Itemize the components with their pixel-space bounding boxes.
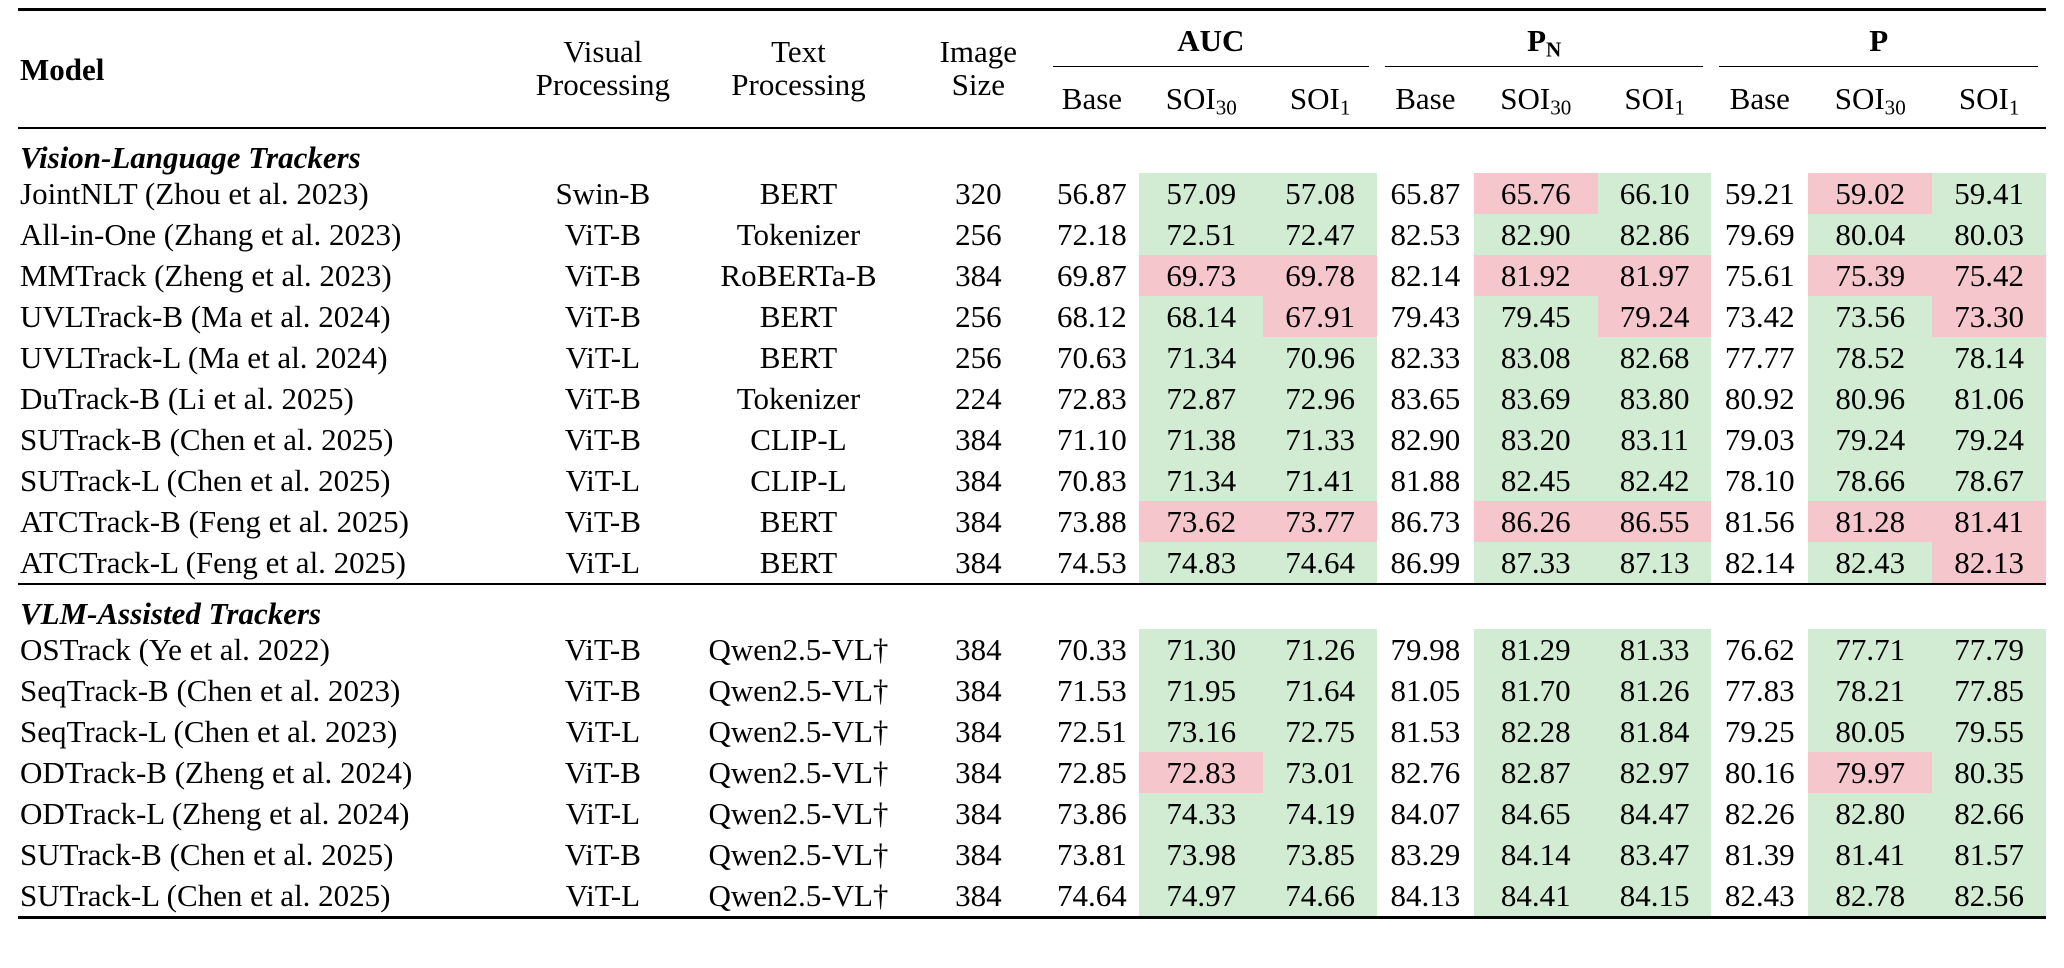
table-row bbox=[18, 214, 2046, 255]
size-cell: 384 bbox=[955, 258, 1002, 293]
table-row bbox=[18, 419, 2046, 460]
text-header-line2: Processing bbox=[731, 67, 866, 102]
text-cell: RoBERTa-B bbox=[720, 258, 877, 293]
visual-header-line1: Visual bbox=[563, 34, 643, 70]
value-cell-p-soi30: 80.05 bbox=[1808, 711, 1932, 752]
image-header-line1: Image bbox=[939, 34, 1018, 70]
pn-cmidrule bbox=[1385, 66, 1703, 67]
text-cell: BERT bbox=[759, 545, 838, 580]
image-size-header bbox=[912, 10, 1045, 129]
subcol-subscript: 1 bbox=[1674, 94, 1685, 119]
text-cell: Qwen2.5-VL† bbox=[708, 837, 889, 872]
value-cell-p-soi30: 79.97 bbox=[1808, 752, 1932, 793]
subcol-subscript: 1 bbox=[2008, 94, 2020, 119]
visual-cell: ViT-B bbox=[564, 299, 641, 334]
subcol-label: SOI bbox=[1834, 80, 1885, 116]
text-cell: Qwen2.5-VL† bbox=[708, 796, 889, 831]
value-cell-pn-soi30: 83.20 bbox=[1474, 419, 1598, 460]
visual-cell: ViT-B bbox=[564, 673, 641, 708]
model-cell: ODTrack-B (Zheng et al. 2024) bbox=[20, 755, 413, 790]
value-cell-auc-soi30: 68.14 bbox=[1139, 296, 1263, 337]
p-group-header bbox=[1711, 10, 2046, 70]
value-cell-auc-soi30: 72.87 bbox=[1139, 378, 1263, 419]
model-cell: JointNLT (Zhou et al. 2023) bbox=[20, 176, 369, 211]
value-cell-pn-base: 82.90 bbox=[1390, 422, 1461, 457]
value-cell-auc-soi30: 73.16 bbox=[1139, 711, 1263, 752]
visual-cell: Swin-B bbox=[555, 176, 651, 211]
auc-label: AUC bbox=[1177, 22, 1245, 58]
value-cell-auc-soi30: 57.09 bbox=[1139, 173, 1263, 214]
value-cell-auc-soi30: 74.33 bbox=[1139, 793, 1263, 834]
value-cell-auc-base: 73.81 bbox=[1057, 837, 1127, 872]
value-cell-pn-soi30: 83.69 bbox=[1474, 378, 1598, 419]
model-cell: UVLTrack-B (Ma et al. 2024) bbox=[20, 299, 391, 334]
value-cell-auc-soi30: 71.95 bbox=[1139, 670, 1263, 711]
value-cell-p-soi1: 78.14 bbox=[1932, 337, 2046, 378]
value-cell-auc-base: 70.33 bbox=[1057, 632, 1127, 667]
value-cell-p-soi1: 81.57 bbox=[1932, 834, 2046, 875]
table-row bbox=[18, 378, 2046, 419]
value-cell-pn-soi1: 83.11 bbox=[1598, 419, 1712, 460]
model-column-header: Model bbox=[20, 51, 105, 87]
visual-header-line2: Processing bbox=[535, 67, 670, 102]
table-row bbox=[18, 460, 2046, 501]
text-cell: BERT bbox=[759, 299, 838, 334]
model-cell: ATCTrack-B (Feng et al. 2025) bbox=[20, 504, 409, 539]
value-cell-pn-soi30: 81.70 bbox=[1474, 670, 1598, 711]
value-cell-pn-base: 82.14 bbox=[1390, 258, 1461, 293]
table-row bbox=[18, 173, 2046, 214]
value-cell-pn-soi30: 83.08 bbox=[1474, 337, 1598, 378]
value-cell-pn-base: 86.99 bbox=[1390, 545, 1461, 580]
size-cell: 384 bbox=[955, 755, 1002, 790]
value-cell-pn-base: 81.88 bbox=[1390, 463, 1461, 498]
value-cell-auc-soi30: 74.83 bbox=[1139, 542, 1263, 584]
subcol-subscript: 30 bbox=[1884, 94, 1906, 119]
value-cell-p-base: 77.77 bbox=[1724, 340, 1795, 375]
value-cell-pn-soi1: 81.33 bbox=[1598, 629, 1712, 670]
value-cell-p-base: 81.56 bbox=[1724, 504, 1795, 539]
visual-cell: ViT-B bbox=[564, 632, 641, 667]
value-cell-p-soi30: 73.56 bbox=[1808, 296, 1932, 337]
pn-subcol-soi1 bbox=[1598, 69, 1712, 128]
table-row bbox=[18, 501, 2046, 542]
text-header-line1: Text bbox=[771, 34, 826, 70]
value-cell-auc-soi1: 72.47 bbox=[1263, 214, 1377, 255]
value-cell-pn-soi30: 81.29 bbox=[1474, 629, 1598, 670]
value-cell-pn-base: 82.53 bbox=[1390, 217, 1461, 252]
value-cell-pn-soi30: 87.33 bbox=[1474, 542, 1598, 584]
visual-cell: ViT-B bbox=[564, 217, 641, 252]
auc-group-header bbox=[1045, 10, 1377, 70]
text-cell: Qwen2.5-VL† bbox=[708, 755, 889, 790]
value-cell-p-soi30: 78.52 bbox=[1808, 337, 1932, 378]
visual-cell: ViT-L bbox=[565, 545, 641, 580]
value-cell-pn-base: 81.05 bbox=[1390, 673, 1461, 708]
p-label: P bbox=[1869, 22, 1889, 58]
value-cell-auc-base: 71.53 bbox=[1057, 673, 1127, 708]
text-cell: BERT bbox=[759, 176, 838, 211]
value-cell-p-soi30: 80.04 bbox=[1808, 214, 1932, 255]
value-cell-p-soi1: 82.56 bbox=[1932, 875, 2046, 918]
value-cell-p-soi30: 75.39 bbox=[1808, 255, 1932, 296]
value-cell-p-soi1: 81.41 bbox=[1932, 501, 2046, 542]
value-cell-auc-soi1: 57.08 bbox=[1263, 173, 1377, 214]
visual-cell: ViT-B bbox=[564, 504, 641, 539]
subcol-label: Base bbox=[1061, 80, 1123, 116]
value-cell-pn-soi30: 65.76 bbox=[1474, 173, 1598, 214]
visual-cell: ViT-L bbox=[565, 796, 641, 831]
visual-processing-header bbox=[521, 10, 685, 129]
value-cell-pn-soi30: 82.45 bbox=[1474, 460, 1598, 501]
text-processing-header bbox=[685, 10, 912, 129]
model-cell: All-in-One (Zhang et al. 2023) bbox=[20, 217, 402, 252]
value-cell-p-soi1: 82.13 bbox=[1932, 542, 2046, 584]
text-cell: BERT bbox=[759, 340, 838, 375]
value-cell-pn-soi1: 82.42 bbox=[1598, 460, 1712, 501]
value-cell-p-soi1: 59.41 bbox=[1932, 173, 2046, 214]
subcol-label: SOI bbox=[1289, 80, 1340, 116]
visual-cell: ViT-L bbox=[565, 714, 641, 749]
value-cell-p-soi1: 77.79 bbox=[1932, 629, 2046, 670]
value-cell-p-soi1: 77.85 bbox=[1932, 670, 2046, 711]
value-cell-pn-soi30: 82.28 bbox=[1474, 711, 1598, 752]
pn-group-header bbox=[1377, 10, 1711, 70]
model-cell: OSTrack (Ye et al. 2022) bbox=[20, 632, 330, 667]
model-cell: ODTrack-L (Zheng et al. 2024) bbox=[20, 796, 410, 831]
subcol-subscript: 30 bbox=[1550, 94, 1572, 119]
size-cell: 384 bbox=[955, 837, 1002, 872]
value-cell-p-base: 73.42 bbox=[1724, 299, 1795, 334]
size-cell: 384 bbox=[955, 504, 1002, 539]
section-title: VLM-Assisted Trackers bbox=[18, 584, 2046, 629]
visual-cell: ViT-B bbox=[564, 422, 641, 457]
pn-sub: N bbox=[1546, 36, 1562, 61]
value-cell-pn-soi1: 87.13 bbox=[1598, 542, 1712, 584]
results-table bbox=[18, 8, 2046, 919]
value-cell-pn-soi1: 84.47 bbox=[1598, 793, 1712, 834]
size-cell: 320 bbox=[955, 176, 1002, 211]
p-subcol-soi30 bbox=[1808, 69, 1932, 128]
size-cell: 384 bbox=[955, 714, 1002, 749]
value-cell-p-base: 79.03 bbox=[1724, 422, 1795, 457]
auc-subcol-soi1 bbox=[1263, 69, 1377, 128]
table-row bbox=[18, 834, 2046, 875]
value-cell-pn-soi1: 82.68 bbox=[1598, 337, 1712, 378]
value-cell-auc-soi1: 74.19 bbox=[1263, 793, 1377, 834]
subcol-label: SOI bbox=[1165, 80, 1216, 116]
table-row bbox=[18, 629, 2046, 670]
value-cell-p-soi30: 59.02 bbox=[1808, 173, 1932, 214]
value-cell-auc-soi1: 73.85 bbox=[1263, 834, 1377, 875]
text-cell: BERT bbox=[759, 504, 838, 539]
subcol-label: SOI bbox=[1624, 80, 1675, 116]
value-cell-p-soi30: 82.80 bbox=[1808, 793, 1932, 834]
value-cell-p-base: 79.69 bbox=[1724, 217, 1795, 252]
value-cell-pn-soi30: 84.14 bbox=[1474, 834, 1598, 875]
value-cell-auc-soi1: 71.26 bbox=[1263, 629, 1377, 670]
p-subcol-soi1 bbox=[1932, 69, 2046, 128]
value-cell-auc-soi1: 71.41 bbox=[1263, 460, 1377, 501]
value-cell-pn-soi1: 81.26 bbox=[1598, 670, 1712, 711]
value-cell-auc-soi1: 74.64 bbox=[1263, 542, 1377, 584]
value-cell-auc-soi30: 72.83 bbox=[1139, 752, 1263, 793]
model-cell: SUTrack-B (Chen et al. 2025) bbox=[20, 422, 394, 457]
value-cell-p-base: 79.25 bbox=[1724, 714, 1795, 749]
value-cell-pn-base: 86.73 bbox=[1390, 504, 1461, 539]
value-cell-pn-soi1: 83.80 bbox=[1598, 378, 1712, 419]
value-cell-p-soi1: 78.67 bbox=[1932, 460, 2046, 501]
value-cell-p-soi30: 81.41 bbox=[1808, 834, 1932, 875]
value-cell-pn-soi30: 84.65 bbox=[1474, 793, 1598, 834]
text-cell: Tokenizer bbox=[736, 381, 861, 416]
value-cell-auc-soi1: 67.91 bbox=[1263, 296, 1377, 337]
value-cell-auc-soi30: 71.34 bbox=[1139, 460, 1263, 501]
pn-subcol-soi30 bbox=[1474, 69, 1598, 128]
value-cell-pn-soi1: 81.84 bbox=[1598, 711, 1712, 752]
value-cell-pn-soi30: 84.41 bbox=[1474, 875, 1598, 918]
visual-cell: ViT-B bbox=[564, 755, 641, 790]
value-cell-auc-soi30: 73.62 bbox=[1139, 501, 1263, 542]
value-cell-auc-soi1: 71.64 bbox=[1263, 670, 1377, 711]
value-cell-pn-soi1: 86.55 bbox=[1598, 501, 1712, 542]
value-cell-auc-soi1: 74.66 bbox=[1263, 875, 1377, 918]
text-cell: Tokenizer bbox=[736, 217, 861, 252]
size-cell: 256 bbox=[955, 217, 1002, 252]
value-cell-auc-soi1: 73.77 bbox=[1263, 501, 1377, 542]
value-cell-pn-base: 84.07 bbox=[1390, 796, 1461, 831]
table-row bbox=[18, 793, 2046, 834]
value-cell-auc-base: 68.12 bbox=[1057, 299, 1127, 334]
model-cell: MMTrack (Zheng et al. 2023) bbox=[20, 258, 392, 293]
value-cell-pn-soi1: 79.24 bbox=[1598, 296, 1712, 337]
section-header-row bbox=[18, 584, 2046, 629]
value-cell-auc-soi30: 71.30 bbox=[1139, 629, 1263, 670]
value-cell-auc-soi30: 69.73 bbox=[1139, 255, 1263, 296]
value-cell-pn-soi1: 84.15 bbox=[1598, 875, 1712, 918]
value-cell-p-base: 82.14 bbox=[1724, 545, 1795, 580]
size-cell: 384 bbox=[955, 673, 1002, 708]
value-cell-pn-base: 65.87 bbox=[1390, 176, 1461, 211]
header-row-top bbox=[18, 10, 2046, 70]
value-cell-p-base: 82.26 bbox=[1724, 796, 1795, 831]
size-cell: 384 bbox=[955, 632, 1002, 667]
visual-cell: ViT-B bbox=[564, 381, 641, 416]
value-cell-p-soi30: 82.78 bbox=[1808, 875, 1932, 918]
value-cell-auc-base: 74.53 bbox=[1057, 545, 1127, 580]
text-cell: Qwen2.5-VL† bbox=[685, 875, 912, 918]
value-cell-p-soi1: 73.30 bbox=[1932, 296, 2046, 337]
value-cell-pn-soi1: 82.86 bbox=[1598, 214, 1712, 255]
value-cell-auc-soi30: 73.98 bbox=[1139, 834, 1263, 875]
value-cell-auc-soi1: 73.01 bbox=[1263, 752, 1377, 793]
value-cell-pn-base: 81.53 bbox=[1390, 714, 1461, 749]
value-cell-auc-base: 71.10 bbox=[1057, 422, 1127, 457]
text-cell: CLIP-L bbox=[750, 422, 847, 457]
subcol-subscript: 30 bbox=[1215, 94, 1237, 119]
value-cell-p-soi30: 82.43 bbox=[1808, 542, 1932, 584]
value-cell-pn-base: 82.33 bbox=[1390, 340, 1461, 375]
value-cell-auc-soi1: 69.78 bbox=[1263, 255, 1377, 296]
table-row bbox=[18, 542, 2046, 584]
table-row bbox=[18, 875, 2046, 918]
value-cell-p-base: 75.61 bbox=[1724, 258, 1795, 293]
value-cell-pn-soi30: 86.26 bbox=[1474, 501, 1598, 542]
value-cell-p-base: 81.39 bbox=[1724, 837, 1795, 872]
value-cell-p-soi1: 80.35 bbox=[1932, 752, 2046, 793]
value-cell-pn-base: 83.29 bbox=[1390, 837, 1461, 872]
text-cell: Qwen2.5-VL† bbox=[708, 673, 889, 708]
value-cell-p-soi30: 78.66 bbox=[1808, 460, 1932, 501]
value-cell-p-soi1: 82.66 bbox=[1932, 793, 2046, 834]
value-cell-p-soi30: 78.21 bbox=[1808, 670, 1932, 711]
value-cell-p-base: 78.10 bbox=[1724, 463, 1795, 498]
model-cell: UVLTrack-L (Ma et al. 2024) bbox=[20, 340, 388, 375]
value-cell-auc-base: 72.51 bbox=[1057, 714, 1127, 749]
value-cell-auc-base: 74.64 bbox=[1045, 875, 1140, 918]
value-cell-pn-base: 82.76 bbox=[1390, 755, 1461, 790]
size-cell: 256 bbox=[955, 340, 1002, 375]
value-cell-pn-soi1: 83.47 bbox=[1598, 834, 1712, 875]
value-cell-pn-base: 84.13 bbox=[1377, 875, 1474, 918]
text-cell: CLIP-L bbox=[750, 463, 847, 498]
visual-cell: ViT-B bbox=[564, 837, 641, 872]
visual-cell: ViT-L bbox=[565, 463, 641, 498]
value-cell-pn-base: 79.98 bbox=[1390, 632, 1461, 667]
value-cell-pn-soi30: 82.87 bbox=[1474, 752, 1598, 793]
model-cell: SeqTrack-L (Chen et al. 2023) bbox=[20, 714, 398, 749]
value-cell-p-base: 80.92 bbox=[1724, 381, 1795, 416]
model-cell: SUTrack-L (Chen et al. 2025) bbox=[20, 463, 391, 498]
auc-subcol-soi30 bbox=[1139, 69, 1263, 128]
value-cell-auc-base: 72.18 bbox=[1057, 217, 1127, 252]
value-cell-pn-base: 79.43 bbox=[1390, 299, 1461, 334]
subcol-label: SOI bbox=[1958, 80, 2009, 116]
value-cell-p-soi1: 80.03 bbox=[1932, 214, 2046, 255]
model-cell: SeqTrack-B (Chen et al. 2023) bbox=[20, 673, 401, 708]
size-cell: 384 bbox=[955, 463, 1002, 498]
size-cell: 384 bbox=[912, 875, 1045, 918]
table-body bbox=[18, 128, 2046, 918]
value-cell-pn-soi1: 66.10 bbox=[1598, 173, 1712, 214]
value-cell-p-base: 80.16 bbox=[1724, 755, 1795, 790]
section-title: Vision-Language Trackers bbox=[20, 140, 361, 175]
value-cell-p-soi30: 80.96 bbox=[1808, 378, 1932, 419]
text-cell: Qwen2.5-VL† bbox=[708, 714, 889, 749]
size-cell: 384 bbox=[955, 545, 1002, 580]
model-cell: SUTrack-B (Chen et al. 2025) bbox=[20, 837, 394, 872]
size-cell: 256 bbox=[955, 299, 1002, 334]
table-row bbox=[18, 296, 2046, 337]
value-cell-auc-base: 70.63 bbox=[1057, 340, 1127, 375]
value-cell-p-soi30: 77.71 bbox=[1808, 629, 1932, 670]
pn-subcol-base bbox=[1377, 69, 1474, 128]
visual-cell: ViT-L bbox=[521, 875, 685, 918]
image-header-line2: Size bbox=[951, 67, 1006, 102]
value-cell-pn-soi30: 81.92 bbox=[1474, 255, 1598, 296]
value-cell-p-soi1: 79.55 bbox=[1932, 711, 2046, 752]
value-cell-p-soi1: 75.42 bbox=[1932, 255, 2046, 296]
value-cell-auc-base: 56.87 bbox=[1057, 176, 1127, 211]
auc-subcol-base bbox=[1045, 69, 1140, 128]
model-cell: SUTrack-L (Chen et al. 2025) bbox=[18, 875, 521, 918]
size-cell: 224 bbox=[955, 381, 1002, 416]
table-row bbox=[18, 337, 2046, 378]
value-cell-auc-base: 73.86 bbox=[1057, 796, 1127, 831]
visual-cell: ViT-B bbox=[564, 258, 641, 293]
subcol-label: Base bbox=[1729, 80, 1790, 116]
model-cell: ATCTrack-L (Feng et al. 2025) bbox=[20, 545, 407, 580]
value-cell-auc-soi30: 71.38 bbox=[1139, 419, 1263, 460]
value-cell-pn-soi30: 82.90 bbox=[1474, 214, 1598, 255]
value-cell-auc-base: 72.85 bbox=[1057, 755, 1127, 790]
value-cell-p-soi1: 81.06 bbox=[1932, 378, 2046, 419]
value-cell-auc-soi30: 74.97 bbox=[1139, 875, 1263, 918]
subcol-subscript: 1 bbox=[1339, 94, 1351, 119]
value-cell-p-base: 82.43 bbox=[1711, 875, 1808, 918]
value-cell-auc-base: 73.88 bbox=[1057, 504, 1127, 539]
value-cell-p-soi30: 81.28 bbox=[1808, 501, 1932, 542]
subcol-label: Base bbox=[1395, 80, 1456, 116]
value-cell-auc-soi1: 71.33 bbox=[1263, 419, 1377, 460]
table-row bbox=[18, 711, 2046, 752]
table-row bbox=[18, 670, 2046, 711]
pn-label: P bbox=[1527, 22, 1547, 58]
value-cell-p-base: 76.62 bbox=[1724, 632, 1795, 667]
value-cell-auc-base: 69.87 bbox=[1057, 258, 1127, 293]
value-cell-auc-base: 72.83 bbox=[1057, 381, 1127, 416]
visual-cell: ViT-L bbox=[565, 340, 641, 375]
size-cell: 384 bbox=[955, 422, 1002, 457]
value-cell-auc-soi1: 72.96 bbox=[1263, 378, 1377, 419]
p-cmidrule bbox=[1719, 66, 2038, 67]
size-cell: 384 bbox=[955, 796, 1002, 831]
value-cell-p-soi1: 79.24 bbox=[1932, 419, 2046, 460]
section-header-row bbox=[18, 128, 2046, 173]
value-cell-auc-soi30: 71.34 bbox=[1139, 337, 1263, 378]
value-cell-pn-soi1: 82.97 bbox=[1598, 752, 1712, 793]
auc-cmidrule bbox=[1053, 66, 1369, 67]
value-cell-auc-base: 70.83 bbox=[1057, 463, 1127, 498]
value-cell-pn-soi1: 81.97 bbox=[1598, 255, 1712, 296]
text-cell: Qwen2.5-VL† bbox=[708, 632, 889, 667]
value-cell-auc-soi30: 72.51 bbox=[1139, 214, 1263, 255]
p-subcol-base bbox=[1711, 69, 1808, 128]
model-cell: DuTrack-B (Li et al. 2025) bbox=[20, 381, 354, 416]
value-cell-pn-base: 83.65 bbox=[1390, 381, 1461, 416]
table-row bbox=[18, 255, 2046, 296]
value-cell-pn-soi30: 79.45 bbox=[1474, 296, 1598, 337]
subcol-label: SOI bbox=[1500, 80, 1551, 116]
table-row bbox=[18, 752, 2046, 793]
value-cell-auc-soi1: 72.75 bbox=[1263, 711, 1377, 752]
value-cell-auc-soi1: 70.96 bbox=[1263, 337, 1377, 378]
value-cell-p-soi30: 79.24 bbox=[1808, 419, 1932, 460]
value-cell-p-base: 59.21 bbox=[1724, 176, 1795, 211]
value-cell-p-base: 77.83 bbox=[1724, 673, 1795, 708]
